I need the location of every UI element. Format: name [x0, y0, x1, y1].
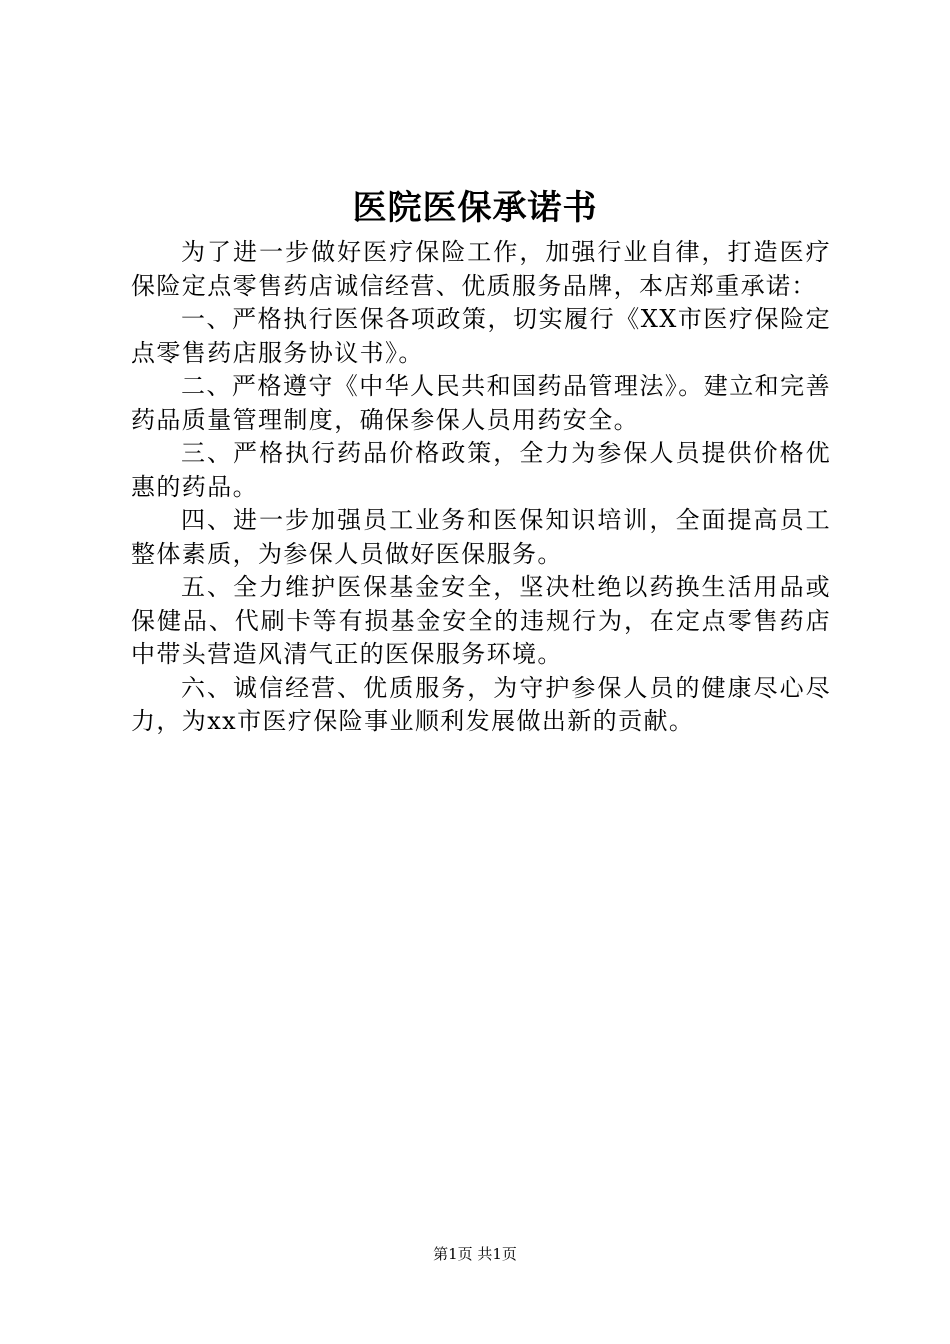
document-body [131, 236, 831, 739]
document-title: 医院医保承诺书 [352, 188, 598, 228]
intro-paragraph: 为了进一步做好医疗保险工作，加强行业自律，打造医疗保险定点零售药店诚信经营、优质服务品牌，本店郑重承诺： [131, 238, 831, 300]
commitment-paragraph-2: 二、严格遵守《中华人民共和国药品管理法》。建立和完善药品质量管理制度，确保参保人员用药安全。 [131, 372, 831, 434]
commitment-paragraph-5: 五、全力维护医保基金安全，坚决杜绝以药换生活用品或保健品、代刷卡等有损基金安全的违规行为，在定点零售药店中带头营造风清气正的医保服务环境。 [131, 573, 831, 668]
commitment-paragraph-4: 四、进一步加强员工业务和医保知识培训，全面提高员工整体素质，为参保人员做好医保服务。 [131, 506, 831, 568]
commitment-paragraph-3: 三、严格执行药品价格政策，全力为参保人员提供价格优惠的药品。 [131, 439, 831, 501]
commitment-paragraph-6: 六、诚信经营、优质服务，为守护参保人员的健康尽心尽力，为xx市医疗保险事业顺利发展做出新的贡献。 [131, 673, 831, 735]
page-footer: 第1页 共1页 [433, 1245, 517, 1263]
commitment-paragraph-1: 一、严格执行医保各项政策，切实履行《XX市医疗保险定点零售药店服务协议书》。 [131, 305, 831, 367]
